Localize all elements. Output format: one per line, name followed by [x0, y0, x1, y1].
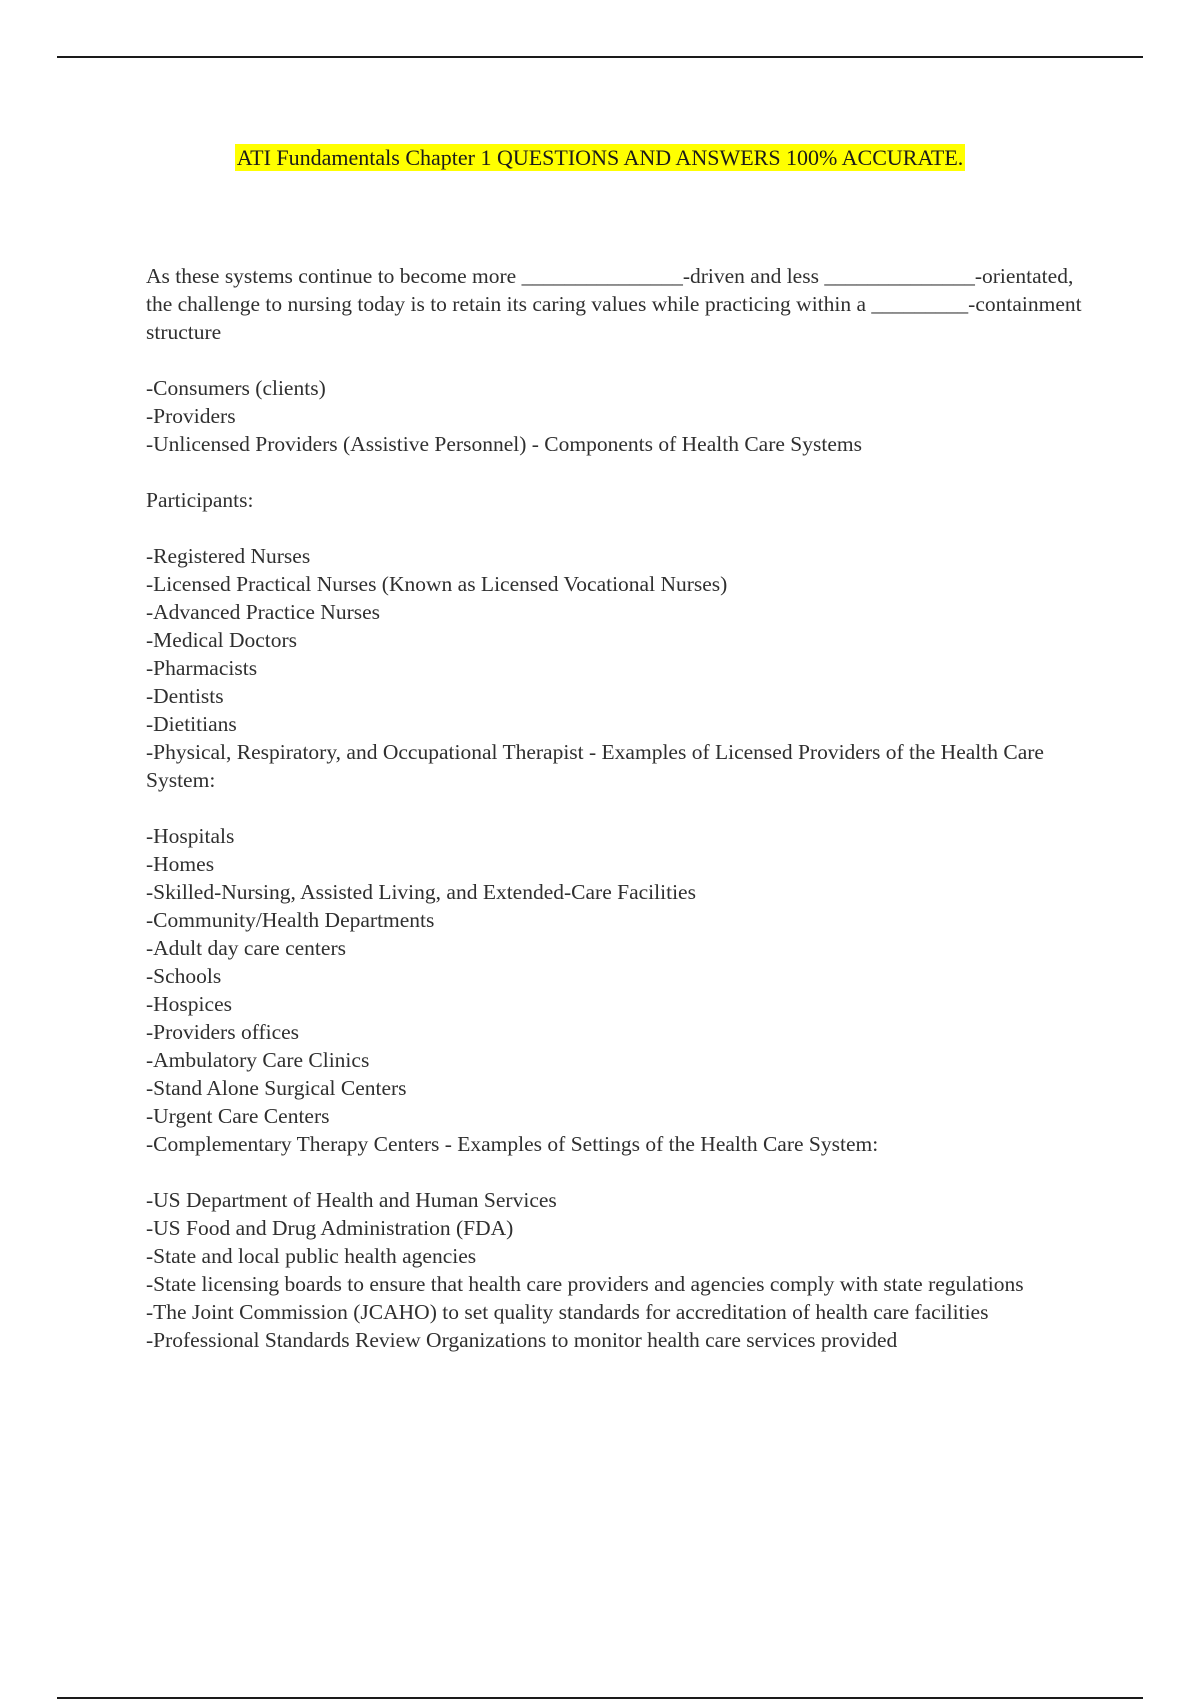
list-item: -Skilled-Nursing, Assisted Living, and Extended-Care Facilities	[146, 880, 696, 904]
list-item: -Professional Standards Review Organizations to monitor health care services provided	[146, 1328, 898, 1352]
list-item: -US Department of Health and Human Services	[146, 1188, 557, 1212]
licensed-providers-list	[146, 542, 1096, 794]
participants-label: Participants:	[146, 488, 254, 512]
list-item: -State licensing boards to ensure that health care providers and agencies comply with state regulations	[146, 1272, 1024, 1296]
list-item: -Providers	[146, 404, 236, 428]
list-item: -Homes	[146, 852, 215, 876]
list-item: -Providers offices	[146, 1020, 300, 1044]
document-body	[146, 262, 1096, 1354]
document-title: ATI Fundamentals Chapter 1 QUESTIONS AND ANSWERS 100% ACCURATE.	[236, 145, 964, 170]
components-list	[146, 374, 1096, 458]
title-container	[0, 144, 1200, 171]
list-item: -Pharmacists	[146, 656, 258, 680]
list-item: -Medical Doctors	[146, 628, 298, 652]
list-item: -Dentists	[146, 684, 224, 708]
list-item: -Stand Alone Surgical Centers	[146, 1076, 407, 1100]
spacer	[146, 794, 1096, 822]
intro-paragraph: As these systems continue to become more _______________-driven and less ______________-orientated, the challenge to nursing today is to retain its caring values while practicing within a _________-containment structure	[146, 264, 1082, 344]
spacer	[146, 514, 1096, 542]
regulators-list	[146, 1186, 1096, 1354]
list-item: -Unlicensed Providers (Assistive Personnel) - Components of Health Care Systems	[146, 432, 862, 456]
settings-list	[146, 822, 1096, 1158]
list-item: -Adult day care centers	[146, 936, 346, 960]
bottom-rule	[57, 1697, 1143, 1699]
list-item: -Registered Nurses	[146, 544, 311, 568]
list-item: -Hospices	[146, 992, 232, 1016]
list-item: -Physical, Respiratory, and Occupational Therapist - Examples of Licensed Providers of the Health Care System:	[146, 740, 1044, 792]
list-item: -Hospitals	[146, 824, 235, 848]
list-item: -State and local public health agencies	[146, 1244, 477, 1268]
list-item: -The Joint Commission (JCAHO) to set quality standards for accreditation of health care facilities	[146, 1300, 989, 1324]
list-item: -Advanced Practice Nurses	[146, 600, 381, 624]
spacer	[146, 458, 1096, 486]
list-item: -Consumers (clients)	[146, 376, 326, 400]
list-item: -Urgent Care Centers	[146, 1104, 330, 1128]
list-item: -Complementary Therapy Centers - Examples of Settings of the Health Care System:	[146, 1132, 879, 1156]
list-item: -Licensed Practical Nurses (Known as Licensed Vocational Nurses)	[146, 572, 728, 596]
list-item: -Schools	[146, 964, 222, 988]
top-rule	[57, 56, 1143, 58]
list-item: -Community/Health Departments	[146, 908, 435, 932]
list-item: -US Food and Drug Administration (FDA)	[146, 1216, 514, 1240]
spacer	[146, 1158, 1096, 1186]
spacer	[146, 346, 1096, 374]
list-item: -Ambulatory Care Clinics	[146, 1048, 370, 1072]
list-item: -Dietitians	[146, 712, 237, 736]
